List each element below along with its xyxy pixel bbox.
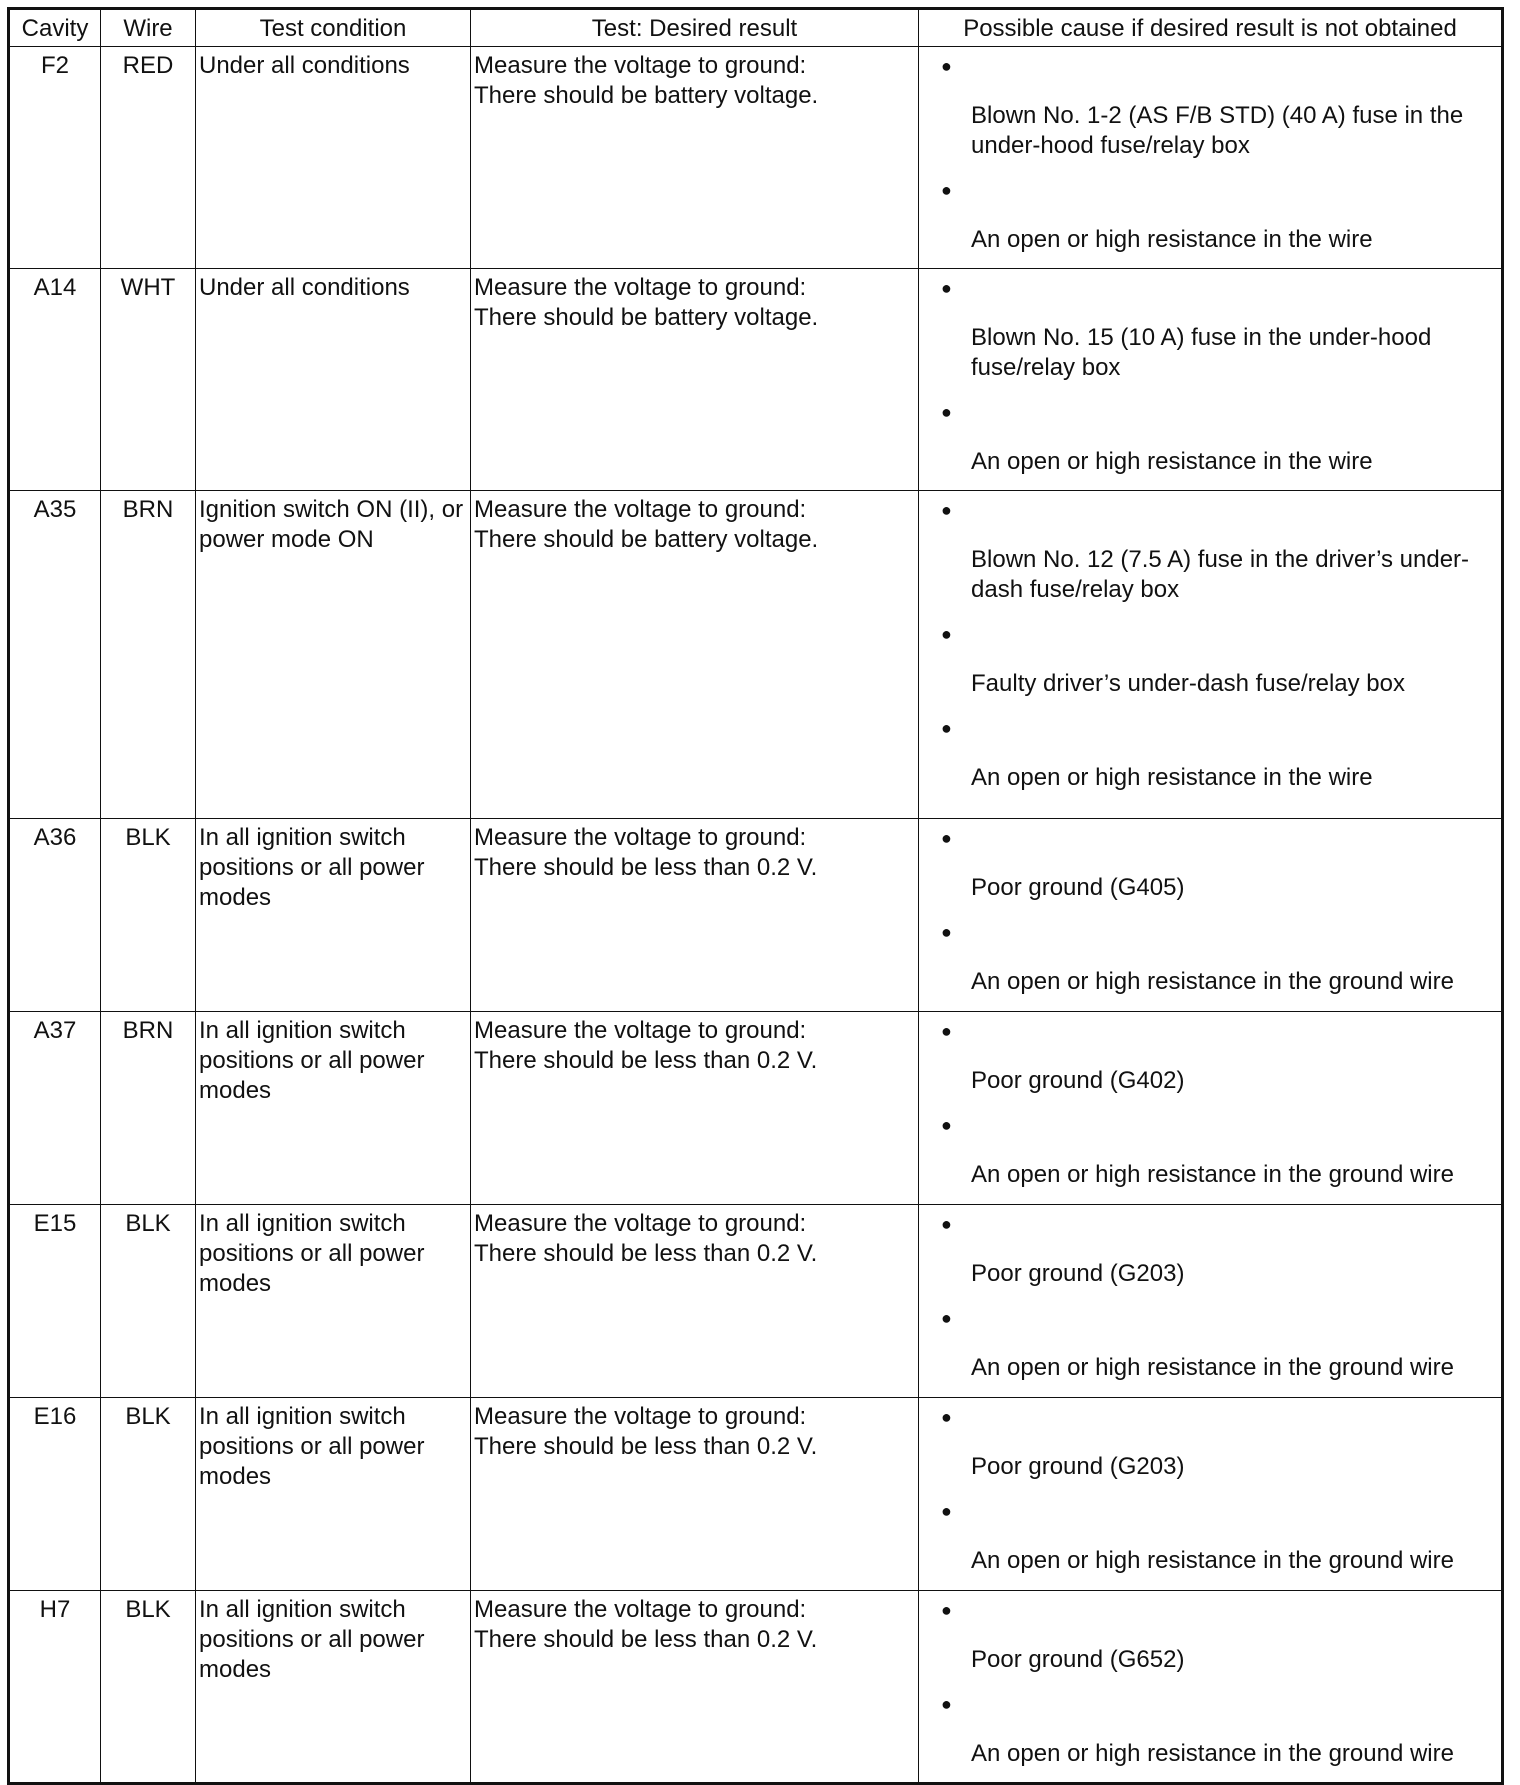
cause-text: Poor ground (G402) [971,1067,1185,1094]
wire-cell: WHT [101,269,196,491]
result-line: There should be less than 0.2 V. [474,1626,818,1653]
cavity-cell: A36 [9,819,101,1012]
cause-text: An open or high resistance in the wire [971,448,1373,475]
cause-text: An open or high resistance in the ground wire [971,1354,1454,1381]
bullet-icon: ● [941,1021,952,1041]
result-line: Measure the voltage to ground: [474,824,807,851]
cause-item [941,1205,1501,1289]
header-wire: Wire [101,9,196,47]
cavity-cell: H7 [9,1591,101,1784]
bullet-icon: ● [941,624,952,644]
table-row [9,269,1503,491]
table-row [9,1205,1503,1398]
test-condition-cell: In all ignition switch positions or all power modes [196,1591,471,1784]
cause-item [941,903,1501,997]
desired-result-cell [471,1012,919,1205]
test-condition-cell: Under all conditions [196,269,471,491]
result-line: Measure the voltage to ground: [474,1596,807,1623]
desired-result-cell [471,1398,919,1591]
cavity-cell: E16 [9,1398,101,1591]
bullet-icon: ● [941,1407,952,1427]
wire-cell: BRN [101,491,196,819]
cause-text: Blown No. 12 (7.5 A) fuse in the driver’s under-dash fuse/relay box [971,546,1470,603]
header-desired-result: Test: Desired result [471,9,919,47]
test-condition-cell: Under all conditions [196,47,471,269]
wire-cell: RED [101,47,196,269]
result-line: Measure the voltage to ground: [474,274,807,301]
possible-causes-cell [919,491,1503,819]
bullet-icon: ● [941,278,952,298]
possible-causes-cell [919,269,1503,491]
test-condition-cell: Ignition switch ON (II), or power mode ON [196,491,471,819]
cause-text: Faulty driver’s under-dash fuse/relay box [971,670,1405,697]
cavity-cell: F2 [9,47,101,269]
cause-text: An open or high resistance in the wire [971,764,1373,791]
bullet-icon: ● [941,1501,952,1521]
result-line: There should be less than 0.2 V. [474,1047,818,1074]
wire-cell: BLK [101,1205,196,1398]
result-line: There should be battery voltage. [474,304,819,331]
cause-item [941,269,1501,383]
wire-cell: BLK [101,1398,196,1591]
bullet-icon: ● [941,1600,952,1620]
table-row [9,491,1503,819]
bullet-icon: ● [941,1115,952,1135]
cavity-cell: E15 [9,1205,101,1398]
cause-item [941,605,1501,699]
result-line: Measure the voltage to ground: [474,496,807,523]
desired-result-cell [471,491,919,819]
header-test-condition: Test condition [196,9,471,47]
desired-result-cell [471,47,919,269]
result-line: There should be battery voltage. [474,526,819,553]
possible-causes-cell [919,1205,1503,1398]
cavity-cell: A14 [9,269,101,491]
header-cavity: Cavity [9,9,101,47]
cause-text: Poor ground (G405) [971,874,1185,901]
cause-item [941,47,1501,161]
table-row [9,1591,1503,1784]
cause-item [941,1096,1501,1190]
bullet-icon: ● [941,180,952,200]
test-condition-cell: In all ignition switch positions or all power modes [196,1398,471,1591]
cause-item [941,819,1501,903]
result-line: There should be less than 0.2 V. [474,854,818,881]
result-line: There should be less than 0.2 V. [474,1240,818,1267]
bullet-icon: ● [941,56,952,76]
bullet-icon: ● [941,1694,952,1714]
cause-item [941,491,1501,605]
cause-text: Blown No. 15 (10 A) fuse in the under-hood fuse/relay box [971,324,1432,381]
cause-item [941,161,1501,255]
wire-cell: BLK [101,1591,196,1784]
bullet-icon: ● [941,500,952,520]
cause-text: An open or high resistance in the ground wire [971,1740,1454,1767]
connector-test-table [7,7,1504,1785]
cause-text: Poor ground (G652) [971,1646,1185,1673]
cause-text: Poor ground (G203) [971,1260,1185,1287]
wire-cell: BRN [101,1012,196,1205]
cause-text: An open or high resistance in the ground wire [971,1161,1454,1188]
header-possible-cause: Possible cause if desired result is not obtained [919,9,1503,47]
cause-text: Blown No. 1-2 (AS F/B STD) (40 A) fuse in the under-hood fuse/relay box [971,102,1464,159]
bullet-icon: ● [941,1308,952,1328]
possible-causes-cell [919,819,1503,1012]
cause-item [941,1591,1501,1675]
result-line: Measure the voltage to ground: [474,52,807,79]
table-row [9,819,1503,1012]
possible-causes-cell [919,1591,1503,1784]
bullet-icon: ● [941,922,952,942]
cause-item [941,1289,1501,1383]
cause-text: Poor ground (G203) [971,1453,1185,1480]
result-line: Measure the voltage to ground: [474,1403,807,1430]
desired-result-cell [471,1205,919,1398]
bullet-icon: ● [941,718,952,738]
desired-result-cell [471,1591,919,1784]
cause-text: An open or high resistance in the ground wire [971,1547,1454,1574]
cavity-cell: A37 [9,1012,101,1205]
table-row [9,47,1503,269]
desired-result-cell [471,819,919,1012]
bullet-icon: ● [941,828,952,848]
possible-causes-cell [919,1398,1503,1591]
possible-causes-cell [919,1012,1503,1205]
test-condition-cell: In all ignition switch positions or all power modes [196,1012,471,1205]
cause-text: An open or high resistance in the ground wire [971,968,1454,995]
wire-cell: BLK [101,819,196,1012]
result-line: There should be battery voltage. [474,82,819,109]
table-header-row [9,9,1503,47]
table-body [9,47,1503,1784]
result-line: There should be less than 0.2 V. [474,1433,818,1460]
cause-text: An open or high resistance in the wire [971,226,1373,253]
cause-item [941,1012,1501,1096]
bullet-icon: ● [941,1214,952,1234]
desired-result-cell [471,269,919,491]
cause-item [941,383,1501,477]
result-line: Measure the voltage to ground: [474,1210,807,1237]
table-row [9,1012,1503,1205]
troubleshooting-table-container [7,7,1501,1785]
cause-item [941,1398,1501,1482]
table-row [9,1398,1503,1591]
test-condition-cell: In all ignition switch positions or all power modes [196,819,471,1012]
possible-causes-cell [919,47,1503,269]
cause-item [941,1482,1501,1576]
bullet-icon: ● [941,402,952,422]
test-condition-cell: In all ignition switch positions or all power modes [196,1205,471,1398]
cause-item [941,699,1501,793]
cavity-cell: A35 [9,491,101,819]
result-line: Measure the voltage to ground: [474,1017,807,1044]
cause-item [941,1675,1501,1769]
